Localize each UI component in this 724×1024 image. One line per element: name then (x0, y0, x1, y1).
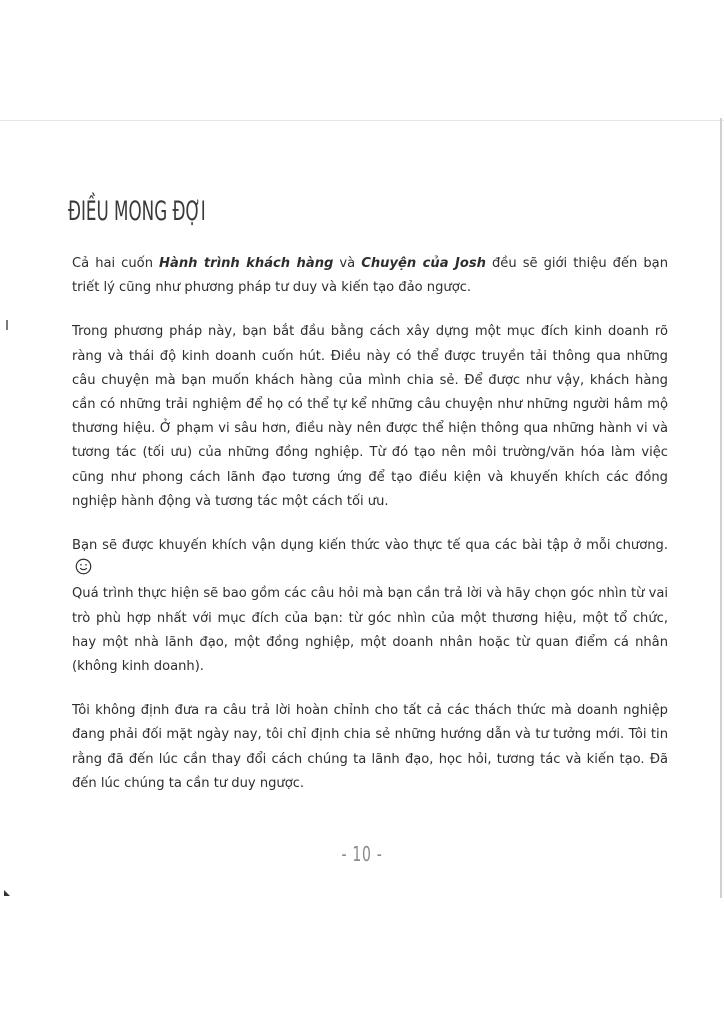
paragraph-closing: Tôi không định đưa ra câu trả lời hoàn chỉnh cho tất cả các thách thức mà doanh nghiệp đang phải đối mặt ngày nay, tôi chỉ định chia sẻ những hướng dẫn và tư tưởng mới. Tôi tin rằng đã đến lúc cần thay đổi cách chúng ta lãnh đạo, học hỏi, tương tác và kiến tạo. Đã đến lúc chúng ta cần tư duy ngược. (72, 703, 668, 791)
book-title-2: Chuyện của Josh (361, 256, 486, 271)
scan-edge-right (720, 118, 722, 898)
paragraph-intro (72, 252, 668, 300)
exercises-text: Bạn sẽ được khuyến khích vận dụng kiến thức vào thực tế qua các bài tập ở mỗi chương. (72, 538, 668, 554)
exercises-line (72, 534, 668, 582)
book-title-1: Hành trình khách hàng (159, 256, 334, 271)
exercises-detail: Quá trình thực hiện sẽ bao gồm các câu hỏi mà bạn cần trả lời và hãy chọn góc nhìn từ vai trò phù hợp nhất với mục đích của bạn: từ góc nhìn của một thương hiệu, một tổ chức, hay một nhà lãnh đạo, một đồng nghiệp, một doanh nhân hoặc từ quan điểm cá nhân (không kinh doanh). (72, 586, 668, 675)
intro-text-3: đều sẽ giới thiệu đến bạn triết lý cũng như phương pháp tư duy và kiến tạo đảo ngược. (72, 256, 668, 296)
scan-mark (6, 320, 8, 330)
scan-edge-top (0, 120, 724, 121)
smiley-face-icon (75, 558, 92, 575)
paragraph-exercises (72, 534, 668, 679)
page-number: - 10 - (341, 842, 383, 866)
corner-mark (4, 890, 10, 896)
page-heading: ĐIỀU MONG ĐỢI (68, 196, 206, 227)
intro-text-1: Cả hai cuốn (72, 256, 160, 271)
intro-text-2: và (333, 256, 362, 271)
body-text (72, 252, 668, 796)
paragraph-method: Trong phương pháp này, bạn bắt đầu bằng cách xây dựng một mục đích kinh doanh rõ ràng và thái độ kinh doanh cuốn hút. Điều này có thể được truyền tải thông qua những câu chuyện mà bạn muốn khách hàng của mình chia sẻ. Để được như vậy, khách hàng cần có những trải nghiệm để họ có thể tự kể những câu chuyện như những người hâm mộ thương hiệu. Ở phạm vi sâu hơn, điều này nên được thể hiện thông qua những hành vi và tương tác (tối ưu) của những đồng nghiệp. Từ đó tạo nên môi trường/văn hóa làm việc cũng như phong cách lãnh đạo tương ứng để tạo điều kiện và khuyến khích các đồng nghiệp hành động và tương tác một cách tối ưu. (72, 324, 668, 509)
